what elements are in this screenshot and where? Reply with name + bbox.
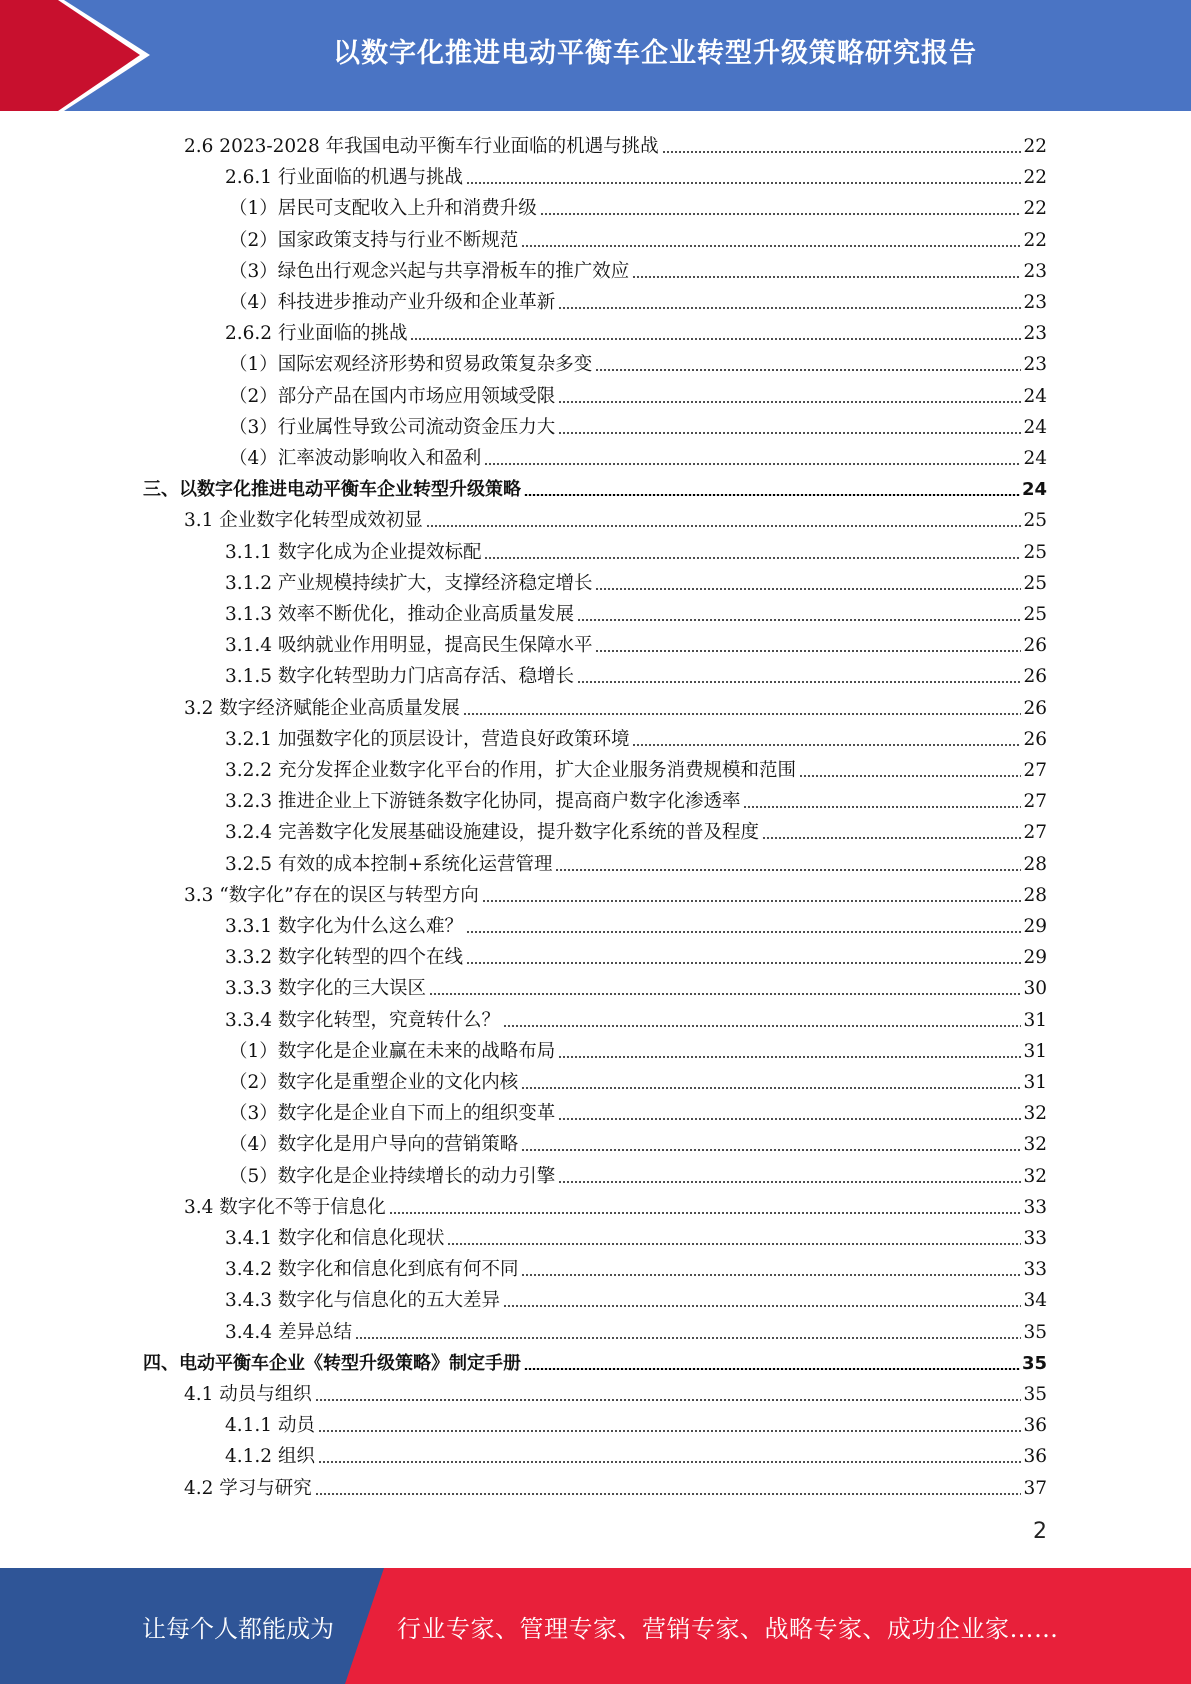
toc-dot-leader xyxy=(577,619,1021,621)
toc-entry-page: 26 xyxy=(1023,728,1047,750)
toc-entry-page: 25 xyxy=(1023,541,1047,563)
toc-dot-leader xyxy=(389,1212,1022,1214)
page-number: 2 xyxy=(1033,1519,1047,1544)
toc-dot-leader xyxy=(743,806,1021,808)
toc-entry-page: 29 xyxy=(1023,947,1047,969)
toc-entry[interactable] xyxy=(184,127,1047,158)
toc-dot-leader xyxy=(558,1181,1021,1183)
toc-entry-title: （2）部分产品在国内市场应用领域受限 xyxy=(229,385,556,407)
toc-entry-title: （1）国际宏观经济形势和贸易政策复杂多变 xyxy=(229,354,593,376)
toc-entry[interactable] xyxy=(184,1469,1047,1500)
toc-entry-title: 4.1.1 动员 xyxy=(225,1415,315,1437)
toc-entry-page: 23 xyxy=(1023,323,1047,345)
toc-entry-title: 3.4.2 数字化和信息化到底有何不同 xyxy=(225,1259,519,1281)
toc-entry[interactable] xyxy=(225,533,1047,564)
toc-entry-page: 36 xyxy=(1023,1446,1047,1468)
toc-entry-title: （3）绿色出行观念兴起与共享滑板车的推广效应 xyxy=(229,260,630,282)
toc-chapter-entry[interactable] xyxy=(143,1344,1047,1375)
toc-entry-page: 29 xyxy=(1023,916,1047,937)
toc-entry-page: 37 xyxy=(1023,1477,1047,1499)
toc-dot-leader xyxy=(558,432,1021,434)
toc-dot-leader xyxy=(762,837,1021,839)
toc-entry-page: 25 xyxy=(1023,604,1047,625)
toc-entry[interactable] xyxy=(225,1281,1047,1312)
toc-dot-leader xyxy=(558,1056,1021,1058)
toc-entry-title: 3.1.3 效率不断优化，推动企业高质量发展 xyxy=(225,604,574,625)
toc-entry[interactable] xyxy=(184,1375,1047,1406)
toc-entry-page: 26 xyxy=(1023,666,1047,688)
toc-entry-title: （2）国家政策支持与行业不断规范 xyxy=(229,229,519,251)
toc-entry[interactable] xyxy=(225,969,1047,1000)
toc-entry-page: 31 xyxy=(1023,1072,1047,1093)
toc-entry-page: 35 xyxy=(1023,1384,1047,1405)
toc-entry-page: 30 xyxy=(1023,978,1047,1000)
toc-entry-title: 3.3 “数字化”存在的误区与转型方向 xyxy=(184,884,479,906)
toc-dot-leader xyxy=(466,182,1021,184)
toc-entry-page: 35 xyxy=(1021,1352,1047,1374)
toc-entry-title: 3.4.4 差异总结 xyxy=(225,1321,352,1343)
toc-dot-leader xyxy=(595,588,1021,590)
toc-dot-leader xyxy=(595,369,1021,371)
toc-entry[interactable] xyxy=(225,1313,1047,1344)
toc-entry-title: 3.3.3 数字化的三大误区 xyxy=(225,978,426,1000)
toc-entry-title: （4）数字化是用户导向的营销策略 xyxy=(229,1134,519,1156)
toc-entry-page: 35 xyxy=(1023,1321,1047,1343)
toc-entry[interactable] xyxy=(229,221,1047,252)
toc-entry-page: 28 xyxy=(1023,853,1047,875)
toc-entry-page: 34 xyxy=(1023,1290,1047,1312)
toc-entry-page: 31 xyxy=(1023,1009,1047,1031)
toc-entry-title: 3.3.2 数字化转型的四个在线 xyxy=(225,947,463,969)
toc-entry[interactable] xyxy=(225,1437,1047,1468)
toc-entry-title: 四、电动平衡车企业《转型升级策略》制定手册 xyxy=(143,1352,521,1374)
toc-entry-page: 24 xyxy=(1021,479,1047,501)
toc-entry-title: 2.6.1 行业面临的机遇与挑战 xyxy=(225,167,463,189)
toc-entry[interactable] xyxy=(184,1188,1047,1219)
toc-entry-page: 25 xyxy=(1023,572,1047,594)
toc-dot-leader xyxy=(521,1274,1021,1276)
toc-entry[interactable] xyxy=(225,1250,1047,1281)
toc-entry[interactable] xyxy=(184,876,1047,907)
toc-entry[interactable] xyxy=(225,564,1047,595)
toc-entry[interactable] xyxy=(225,158,1047,189)
toc-entry[interactable] xyxy=(225,813,1047,844)
toc-entry-title: 3.4.3 数字化与信息化的五大差异 xyxy=(225,1290,500,1312)
document-title: 以数字化推进电动平衡车企业转型升级策略研究报告 xyxy=(333,37,977,69)
toc-entry-page: 33 xyxy=(1023,1196,1047,1218)
toc-entry-page: 33 xyxy=(1023,1228,1047,1249)
toc-entry-page: 28 xyxy=(1023,884,1047,906)
toc-dot-leader xyxy=(577,681,1021,683)
toc-entry[interactable] xyxy=(225,751,1047,782)
toc-entry-page: 26 xyxy=(1023,635,1047,657)
toc-dot-leader xyxy=(429,993,1021,995)
toc-entry-page: 26 xyxy=(1023,697,1047,719)
toc-entry-title: 3.3.1 数字化为什么这么难？ xyxy=(225,916,463,937)
toc-entry-title: 3.2.1 加强数字化的顶层设计，营造良好政策环境 xyxy=(225,728,630,750)
toc-dot-leader xyxy=(503,1025,1021,1027)
toc-entry-page: 32 xyxy=(1023,1134,1047,1156)
toc-entry-page: 27 xyxy=(1023,791,1047,813)
toc-entry-title: 2.6.2 行业面临的挑战 xyxy=(225,323,408,345)
toc-dot-leader xyxy=(521,1149,1021,1151)
toc-entry-title: 3.1.1 数字化成为企业提效标配 xyxy=(225,541,482,563)
toc-entry-title: （1）数字化是企业赢在未来的战略布局 xyxy=(229,1040,556,1062)
toc-dot-leader xyxy=(315,1399,1022,1401)
page-header-band xyxy=(0,0,1191,111)
toc-entry-page: 22 xyxy=(1023,198,1047,220)
toc-dot-leader xyxy=(558,307,1021,309)
toc-entry-page: 32 xyxy=(1023,1103,1047,1125)
toc-entry-title: 3.1.5 数字化转型助力门店高存活、稳增长 xyxy=(225,666,574,688)
toc-dot-leader xyxy=(426,525,1022,527)
toc-entry-page: 24 xyxy=(1023,448,1047,469)
toc-entry[interactable] xyxy=(184,689,1047,720)
toc-entry[interactable] xyxy=(225,907,1047,938)
toc-entry-page: 22 xyxy=(1023,167,1047,189)
toc-dot-leader xyxy=(410,338,1021,340)
toc-entry-page: 32 xyxy=(1023,1165,1047,1187)
toc-entry[interactable] xyxy=(225,782,1047,813)
toc-entry[interactable] xyxy=(225,1219,1047,1250)
toc-entry[interactable] xyxy=(225,314,1047,345)
toc-entry[interactable] xyxy=(225,657,1047,688)
toc-dot-leader xyxy=(524,1368,1020,1370)
toc-entry[interactable] xyxy=(229,377,1047,408)
toc-entry-title: 3.1 企业数字化转型成效初显 xyxy=(184,510,423,532)
toc-entry[interactable] xyxy=(229,283,1047,314)
toc-entry-title: 三、以数字化推进电动平衡车企业转型升级策略 xyxy=(143,479,521,501)
toc-entry[interactable] xyxy=(184,501,1047,532)
toc-dot-leader xyxy=(503,1305,1021,1307)
toc-dot-leader xyxy=(632,744,1021,746)
toc-entry-page: 22 xyxy=(1023,136,1047,157)
toc-entry-page: 24 xyxy=(1023,416,1047,438)
toc-entry-page: 36 xyxy=(1023,1415,1047,1437)
toc-dot-leader xyxy=(540,213,1022,215)
toc-entry-title: 3.1.2 产业规模持续扩大，支撑经济稳定增长 xyxy=(225,572,593,594)
toc-entry[interactable] xyxy=(229,1094,1047,1125)
toc-entry[interactable] xyxy=(225,626,1047,657)
toc-dot-leader xyxy=(558,401,1021,403)
toc-dot-leader xyxy=(484,557,1021,559)
toc-dot-leader xyxy=(524,494,1020,496)
toc-entry-title: （4）科技进步推动产业升级和企业革新 xyxy=(229,292,556,313)
toc-chapter-entry[interactable] xyxy=(143,470,1047,501)
toc-dot-leader xyxy=(799,775,1021,777)
toc-entry[interactable] xyxy=(229,1125,1047,1156)
toc-entry[interactable] xyxy=(229,439,1047,470)
footer-slogan-left: 让每个人都能成为 xyxy=(142,1614,334,1643)
toc-entry-title: （1）居民可支配收入上升和消费升级 xyxy=(229,198,537,220)
toc-entry[interactable] xyxy=(229,1157,1047,1188)
toc-entry-title: 3.4 数字化不等于信息化 xyxy=(184,1196,386,1218)
toc-dot-leader xyxy=(463,713,1022,715)
toc-entry-title: 3.4.1 数字化和信息化现状 xyxy=(225,1228,445,1249)
toc-entry-page: 27 xyxy=(1023,822,1047,844)
toc-dot-leader xyxy=(555,869,1021,871)
toc-entry[interactable] xyxy=(229,1032,1047,1063)
toc-entry-title: （4）汇率波动影响收入和盈利 xyxy=(229,448,482,469)
toc-entry-title: 3.2.3 推进企业上下游链条数字化协同，提高商户数字化渗透率 xyxy=(225,791,741,813)
toc-dot-leader xyxy=(482,900,1022,902)
page-footer-band xyxy=(0,1568,1191,1684)
toc-dot-leader xyxy=(447,1243,1021,1245)
toc-entry[interactable] xyxy=(225,720,1047,751)
toc-dot-leader xyxy=(558,1118,1021,1120)
toc-dot-leader xyxy=(632,276,1021,278)
toc-entry-page: 23 xyxy=(1023,292,1047,313)
toc-entry-title: 2.6 2023-2028 年我国电动平衡车行业面临的机遇与挑战 xyxy=(184,136,659,157)
toc-entry[interactable] xyxy=(229,252,1047,283)
toc-entry-page: 33 xyxy=(1023,1259,1047,1281)
toc-entry-page: 24 xyxy=(1023,385,1047,407)
toc-entry[interactable] xyxy=(229,408,1047,439)
toc-entry-title: 3.2 数字经济赋能企业高质量发展 xyxy=(184,697,460,719)
toc-entry-page: 23 xyxy=(1023,354,1047,376)
toc-entry[interactable] xyxy=(225,1001,1047,1032)
toc-entry-title: 3.2.4 完善数字化发展基础设施建设，提升数字化系统的普及程度 xyxy=(225,822,759,844)
toc-entry-title: （3）行业属性导致公司流动资金压力大 xyxy=(229,416,556,438)
toc-dot-leader xyxy=(521,1087,1021,1089)
toc-entry-title: 4.2 学习与研究 xyxy=(184,1477,312,1499)
toc-entry-title: （3）数字化是企业自下而上的组织变革 xyxy=(229,1103,556,1125)
toc-dot-leader xyxy=(662,151,1022,153)
toc-entry-title: 4.1 动员与组织 xyxy=(184,1384,312,1405)
toc-dot-leader xyxy=(318,1461,1022,1463)
toc-dot-leader xyxy=(466,931,1021,933)
toc-dot-leader xyxy=(484,463,1021,465)
toc-entry-page: 22 xyxy=(1023,229,1047,251)
toc-entry[interactable] xyxy=(225,845,1047,876)
toc-dot-leader xyxy=(315,1493,1022,1495)
toc-entry[interactable] xyxy=(225,595,1047,626)
toc-entry[interactable] xyxy=(229,1063,1047,1094)
toc-entry-page: 25 xyxy=(1023,510,1047,532)
toc-entry[interactable] xyxy=(225,938,1047,969)
toc-entry[interactable] xyxy=(229,345,1047,376)
toc-entry-page: 31 xyxy=(1023,1040,1047,1062)
footer-slogan-right: 行业专家、管理专家、营销专家、战略专家、成功企业家…… xyxy=(397,1614,1059,1643)
toc-entry-page: 27 xyxy=(1023,760,1047,781)
toc-entry-title: 3.3.4 数字化转型，究竟转什么？ xyxy=(225,1009,500,1031)
toc-entry-title: 3.2.2 充分发挥企业数字化平台的作用，扩大企业服务消费规模和范围 xyxy=(225,760,796,781)
toc-dot-leader xyxy=(521,245,1021,247)
toc-dot-leader xyxy=(355,1337,1022,1339)
toc-entry-title: （5）数字化是企业持续增长的动力引擎 xyxy=(229,1165,556,1187)
toc-entry[interactable] xyxy=(225,1406,1047,1437)
toc-entry-title: 4.1.2 组织 xyxy=(225,1446,315,1468)
toc-dot-leader xyxy=(318,1430,1022,1432)
toc-dot-leader xyxy=(595,650,1021,652)
header-arrow-decoration xyxy=(0,0,170,111)
toc-entry-title: 3.1.4 吸纳就业作用明显，提高民生保障水平 xyxy=(225,635,593,657)
toc-dot-leader xyxy=(466,962,1021,964)
toc-entry[interactable] xyxy=(229,189,1047,220)
toc-entry-title: （2）数字化是重塑企业的文化内核 xyxy=(229,1072,519,1093)
toc-entry-title: 3.2.5 有效的成本控制+系统化运营管理 xyxy=(225,853,553,875)
toc-entry-page: 23 xyxy=(1023,260,1047,282)
